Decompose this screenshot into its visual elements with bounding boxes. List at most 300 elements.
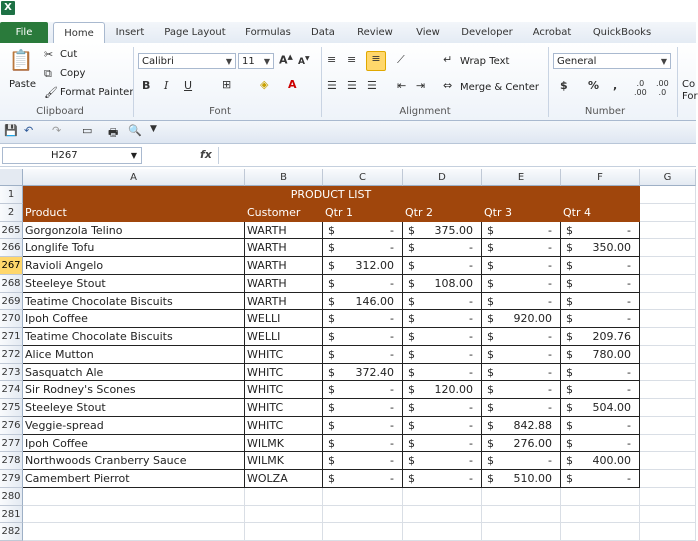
format-painter-button[interactable]: Format Painter — [60, 87, 134, 98]
row-header[interactable]: 277 — [0, 435, 23, 453]
amount-cell-q3[interactable] — [482, 239, 561, 257]
group-label-font: Font — [209, 106, 231, 117]
cell[interactable] — [482, 488, 561, 506]
amount-cell-q1[interactable] — [323, 257, 403, 275]
currency-symbol: $ — [328, 418, 335, 432]
row-header[interactable]: 278 — [0, 452, 23, 470]
amount-value: - — [627, 418, 631, 432]
amount-value: - — [390, 241, 394, 255]
tab-review[interactable]: Review — [357, 27, 393, 38]
product-cell[interactable]: Sir Rodney's Scones — [23, 381, 245, 399]
undo-icon[interactable]: ↶ — [24, 124, 34, 137]
amount-cell-q2[interactable] — [403, 275, 482, 293]
amount-value: - — [390, 276, 394, 290]
amount-value: - — [469, 259, 473, 272]
cell[interactable] — [323, 488, 403, 506]
cell[interactable] — [482, 523, 561, 541]
amount-value: - — [469, 436, 473, 450]
currency-symbol: $ — [566, 383, 573, 397]
product-cell[interactable]: Ravioli Angelo — [23, 257, 245, 275]
cell[interactable] — [640, 346, 696, 364]
amount-value: 372.40 — [355, 365, 394, 379]
customer-cell[interactable]: WELLI — [245, 328, 323, 346]
amount-value: - — [469, 365, 473, 379]
product-cell[interactable]: Steeleye Stout — [23, 399, 245, 417]
amount-cell-q3[interactable] — [482, 399, 561, 417]
amount-value: 780.00 — [592, 347, 631, 361]
print-icon[interactable]: 🖶 — [108, 126, 119, 139]
product-cell[interactable]: Teatime Chocolate Biscuits — [23, 293, 245, 311]
bold-icon[interactable]: B — [142, 79, 151, 92]
cell[interactable] — [640, 488, 696, 506]
amount-cell-q2[interactable] — [403, 364, 482, 382]
currency-symbol: $ — [408, 294, 415, 308]
cell[interactable] — [482, 506, 561, 524]
column-header-c[interactable]: C — [323, 169, 403, 186]
cell[interactable] — [640, 257, 696, 275]
currency-symbol: $ — [487, 259, 494, 272]
amount-cell-q4[interactable] — [561, 435, 640, 453]
percent-style-icon[interactable]: % — [588, 79, 600, 92]
amount-cell-q2[interactable] — [403, 435, 482, 453]
amount-value: 504.00 — [592, 401, 631, 414]
amount-cell-q3[interactable] — [482, 452, 561, 470]
currency-symbol: $ — [408, 347, 415, 361]
orientation-icon[interactable]: ⟋ — [397, 53, 405, 66]
amount-cell-q2[interactable] — [403, 417, 482, 435]
tab-data[interactable]: Data — [311, 27, 335, 38]
tab-acrobat[interactable]: Acrobat — [532, 27, 572, 38]
title-bar — [0, 0, 696, 22]
customer-cell[interactable]: WARTH — [245, 293, 323, 311]
format-as-table-button[interactable]: For — [682, 91, 698, 102]
cell[interactable] — [640, 435, 696, 453]
row-header[interactable]: 276 — [0, 417, 23, 435]
amount-cell-q1[interactable] — [323, 470, 403, 488]
amount-cell-q3[interactable] — [482, 293, 561, 311]
amount-value: - — [469, 454, 473, 468]
amount-cell-q3[interactable] — [482, 435, 561, 453]
amount-cell-q4[interactable] — [561, 293, 640, 311]
align-right-icon[interactable]: ☰ — [367, 79, 377, 92]
cut-button[interactable]: Cut — [60, 49, 78, 60]
cell[interactable] — [23, 488, 245, 506]
tab-insert[interactable]: Insert — [115, 27, 145, 38]
amount-cell-q3[interactable] — [482, 470, 561, 488]
chevron-down-icon: ▼ — [660, 57, 667, 66]
amount-cell-q1[interactable] — [323, 346, 403, 364]
cell[interactable] — [640, 364, 696, 382]
amount-cell-q4[interactable] — [561, 381, 640, 399]
amount-value: 120.00 — [434, 383, 473, 397]
product-cell[interactable]: Alice Mutton — [23, 346, 245, 364]
currency-symbol: $ — [328, 365, 335, 379]
cell[interactable] — [640, 328, 696, 346]
comma-style-icon[interactable]: , — [613, 79, 618, 92]
amount-cell-q1[interactable] — [323, 239, 403, 257]
number-format-value: General — [557, 56, 597, 67]
column-header-g[interactable]: G — [640, 169, 696, 186]
amount-cell-q1[interactable] — [323, 435, 403, 453]
excel-logo-icon: X — [1, 1, 15, 15]
group-separator — [548, 47, 549, 117]
header-cell[interactable]: Product — [23, 204, 245, 222]
cell[interactable] — [640, 417, 696, 435]
customer-cell[interactable]: WHITC — [245, 417, 323, 435]
row-header[interactable]: 2 — [0, 204, 23, 222]
customer-cell[interactable]: WARTH — [245, 275, 323, 293]
row-header[interactable]: 270 — [0, 310, 23, 328]
amount-cell-q1[interactable] — [323, 310, 403, 328]
grow-font-icon[interactable]: A▲ — [279, 53, 293, 67]
row-header[interactable]: 269 — [0, 293, 23, 311]
row-header[interactable]: 268 — [0, 275, 23, 293]
amount-cell-q2[interactable] — [403, 293, 482, 311]
product-cell[interactable]: Camembert Pierrot — [23, 470, 245, 488]
amount-cell-q2[interactable] — [403, 257, 482, 275]
currency-symbol: $ — [566, 312, 573, 326]
tab-page-layout[interactable]: Page Layout — [164, 27, 226, 38]
row-header[interactable]: 281 — [0, 506, 23, 524]
merge-center-icon: ⇔ — [443, 79, 453, 92]
amount-cell-q4[interactable] — [561, 328, 640, 346]
amount-cell-q3[interactable] — [482, 328, 561, 346]
group-separator — [321, 47, 322, 117]
currency-symbol: $ — [566, 436, 573, 450]
customer-cell[interactable]: WHITC — [245, 381, 323, 399]
currency-symbol: $ — [328, 383, 335, 397]
tab-formulas[interactable]: Formulas — [245, 27, 291, 38]
amount-cell-q2[interactable] — [403, 452, 482, 470]
header-cell[interactable]: Qtr 3 — [482, 204, 561, 222]
amount-value: - — [627, 472, 631, 485]
customer-cell[interactable]: WARTH — [245, 239, 323, 257]
cell[interactable] — [561, 506, 640, 524]
amount-cell-q4[interactable] — [561, 364, 640, 382]
format-painter-icon: 🖌 — [44, 86, 58, 99]
amount-cell-q3[interactable] — [482, 310, 561, 328]
currency-symbol: $ — [408, 276, 415, 290]
amount-cell-q4[interactable] — [561, 239, 640, 257]
cell[interactable] — [561, 523, 640, 541]
amount-cell-q2[interactable] — [403, 239, 482, 257]
cell[interactable] — [403, 506, 482, 524]
column-header-a[interactable]: A — [23, 169, 245, 186]
shrink-font-icon[interactable]: A▼ — [298, 55, 310, 67]
currency-symbol: $ — [566, 472, 573, 485]
customer-cell[interactable]: WILMK — [245, 435, 323, 453]
amount-value: 276.00 — [513, 436, 552, 450]
currency-symbol: $ — [328, 436, 335, 450]
currency-symbol: $ — [328, 330, 335, 343]
product-cell[interactable]: Veggie-spread — [23, 417, 245, 435]
product-cell[interactable]: Longlife Tofu — [23, 239, 245, 257]
row-header[interactable]: 266 — [0, 239, 23, 257]
amount-value: - — [390, 418, 394, 432]
product-cell[interactable]: Steeleye Stout — [23, 275, 245, 293]
currency-symbol: $ — [408, 259, 415, 272]
wrap-text-button[interactable]: Wrap Text — [460, 56, 510, 67]
cell[interactable] — [245, 523, 323, 541]
cell[interactable] — [640, 275, 696, 293]
borders-icon[interactable]: ⊞ — [222, 78, 232, 91]
amount-value: - — [390, 330, 394, 343]
amount-value: - — [627, 312, 631, 326]
currency-symbol: $ — [487, 454, 494, 468]
header-cell[interactable]: Qtr 2 — [403, 204, 482, 222]
amount-cell-q3[interactable] — [482, 346, 561, 364]
customize-toolbar-icon[interactable]: ▼ — [150, 124, 157, 134]
font-color-icon[interactable]: A — [288, 78, 297, 91]
chevron-down-icon: ▼ — [263, 57, 270, 66]
amount-value: - — [390, 472, 394, 485]
amount-cell-q3[interactable] — [482, 417, 561, 435]
amount-value: - — [548, 347, 552, 361]
worksheet-grid — [0, 169, 696, 540]
amount-value: - — [548, 276, 552, 290]
increase-decimal-icon[interactable]: .0 .00 — [634, 79, 647, 97]
align-bottom-icon[interactable]: ≡ — [366, 51, 386, 71]
group-label-alignment: Alignment — [399, 106, 451, 117]
align-middle-icon[interactable]: ≡ — [347, 53, 357, 66]
amount-value: - — [548, 383, 552, 397]
cell[interactable] — [23, 523, 245, 541]
amount-value: 375.00 — [434, 223, 473, 237]
form-icon[interactable]: ▭ — [82, 124, 93, 137]
cell[interactable] — [640, 186, 696, 204]
customer-cell[interactable]: WARTH — [245, 257, 323, 275]
amount-cell-q1[interactable] — [323, 275, 403, 293]
redo-icon[interactable]: ↷ — [52, 124, 62, 137]
currency-symbol: $ — [487, 276, 494, 290]
tab-file[interactable]: File — [0, 22, 48, 43]
product-cell[interactable]: Ipoh Coffee — [23, 310, 245, 328]
cell[interactable] — [640, 399, 696, 417]
column-header-f[interactable]: F — [561, 169, 640, 186]
row-header[interactable]: 273 — [0, 364, 23, 382]
currency-symbol: $ — [487, 418, 494, 432]
group-separator — [133, 47, 134, 117]
copy-button[interactable]: Copy — [60, 68, 86, 79]
paste-icon[interactable]: 📋 — [8, 48, 34, 72]
amount-cell-q2[interactable] — [403, 310, 482, 328]
column-header-e[interactable]: E — [482, 169, 561, 186]
underline-icon[interactable]: U — [184, 79, 193, 92]
row-header[interactable]: 274 — [0, 381, 23, 399]
currency-symbol: $ — [328, 241, 335, 255]
amount-cell-q3[interactable] — [482, 257, 561, 275]
amount-value: 920.00 — [513, 312, 552, 326]
currency-symbol: $ — [328, 472, 335, 485]
column-header-b[interactable]: B — [245, 169, 323, 186]
row-header[interactable]: 272 — [0, 346, 23, 364]
amount-value: - — [627, 365, 631, 379]
group-separator — [677, 47, 678, 117]
wrap-text-icon: ↵ — [443, 53, 453, 66]
currency-symbol: $ — [328, 401, 335, 414]
amount-value: - — [548, 223, 552, 237]
accounting-format-icon[interactable]: $ — [560, 79, 568, 92]
tab-quickbooks[interactable]: QuickBooks — [592, 27, 652, 38]
cell[interactable] — [323, 523, 403, 541]
tab-view[interactable]: View — [416, 27, 440, 38]
cell[interactable] — [640, 204, 696, 222]
cell[interactable] — [403, 488, 482, 506]
amount-value: - — [627, 259, 631, 272]
decrease-indent-icon[interactable]: ⇤ — [397, 79, 407, 92]
row-header[interactable]: 280 — [0, 488, 23, 506]
currency-symbol: $ — [408, 241, 415, 255]
amount-cell-q2[interactable] — [403, 470, 482, 488]
cell[interactable] — [23, 506, 245, 524]
tab-home[interactable]: Home — [53, 22, 105, 45]
cell[interactable] — [640, 523, 696, 541]
amount-cell-q1[interactable] — [323, 293, 403, 311]
align-center-icon[interactable]: ☰ — [347, 79, 357, 92]
header-cell[interactable]: Qtr 4 — [561, 204, 640, 222]
cut-icon: ✂ — [44, 48, 54, 61]
customer-cell[interactable]: WILMK — [245, 452, 323, 470]
customer-cell[interactable]: WARTH — [245, 222, 323, 240]
group-label-clipboard: Clipboard — [36, 106, 84, 117]
merge-center-button[interactable]: Merge & Center — [460, 82, 540, 93]
title-cell[interactable]: PRODUCT LIST — [23, 186, 640, 204]
header-cell[interactable]: Qtr 1 — [323, 204, 403, 222]
cell[interactable] — [640, 239, 696, 257]
amount-cell-q4[interactable] — [561, 417, 640, 435]
cell[interactable] — [640, 310, 696, 328]
select-all-corner[interactable] — [0, 169, 23, 186]
amount-cell-q4[interactable] — [561, 470, 640, 488]
amount-cell-q1[interactable] — [323, 417, 403, 435]
customer-cell[interactable]: WHITC — [245, 346, 323, 364]
amount-cell-q1[interactable] — [323, 452, 403, 470]
row-header[interactable]: 265 — [0, 222, 23, 240]
amount-cell-q3[interactable] — [482, 364, 561, 382]
font-name-select[interactable] — [138, 53, 236, 69]
amount-cell-q2[interactable] — [403, 381, 482, 399]
row-header[interactable]: 271 — [0, 328, 23, 346]
amount-cell-q4[interactable] — [561, 257, 640, 275]
product-cell[interactable]: Sasquatch Ale — [23, 364, 245, 382]
customer-cell[interactable]: WHITC — [245, 399, 323, 417]
name-box[interactable] — [2, 147, 142, 164]
customer-cell[interactable]: WHITC — [245, 364, 323, 382]
amount-value: 108.00 — [434, 276, 473, 290]
currency-symbol: $ — [487, 330, 494, 343]
currency-symbol: $ — [408, 330, 415, 343]
number-format-select[interactable] — [553, 53, 671, 69]
insert-function-icon[interactable]: fx — [200, 148, 212, 161]
name-box-value: H267 — [51, 150, 78, 161]
currency-symbol: $ — [566, 365, 573, 379]
amount-value: - — [469, 294, 473, 308]
amount-value: 146.00 — [355, 294, 394, 308]
cell[interactable] — [245, 506, 323, 524]
amount-cell-q2[interactable] — [403, 399, 482, 417]
amount-value: - — [548, 454, 552, 468]
currency-symbol: $ — [566, 347, 573, 361]
product-cell[interactable]: Ipoh Coffee — [23, 435, 245, 453]
currency-symbol: $ — [566, 241, 573, 255]
cell[interactable] — [561, 488, 640, 506]
amount-cell-q2[interactable] — [403, 222, 482, 240]
cell[interactable] — [323, 506, 403, 524]
product-cell[interactable]: Teatime Chocolate Biscuits — [23, 328, 245, 346]
cell[interactable] — [245, 488, 323, 506]
amount-cell-q3[interactable] — [482, 275, 561, 293]
conditional-format-button[interactable]: Co — [682, 79, 696, 90]
amount-cell-q4[interactable] — [561, 275, 640, 293]
amount-cell-q4[interactable] — [561, 346, 640, 364]
currency-symbol: $ — [487, 401, 494, 414]
ribbon — [0, 43, 696, 121]
amount-cell-q2[interactable] — [403, 346, 482, 364]
amount-cell-q1[interactable] — [323, 381, 403, 399]
amount-cell-q1[interactable] — [323, 399, 403, 417]
amount-cell-q1[interactable] — [323, 364, 403, 382]
product-cell[interactable]: Gorgonzola Telino — [23, 222, 245, 240]
cell[interactable] — [640, 381, 696, 399]
paste-button[interactable]: Paste — [9, 79, 36, 90]
decrease-decimal-icon[interactable]: .00 .0 — [656, 79, 669, 97]
amount-cell-q4[interactable] — [561, 399, 640, 417]
align-left-icon[interactable]: ☰ — [327, 79, 337, 92]
row-header[interactable]: 275 — [0, 399, 23, 417]
cell[interactable] — [640, 452, 696, 470]
currency-symbol: $ — [487, 347, 494, 361]
amount-cell-q1[interactable] — [323, 328, 403, 346]
product-cell[interactable]: Northwoods Cranberry Sauce — [23, 452, 245, 470]
cell[interactable] — [403, 523, 482, 541]
cell[interactable] — [640, 222, 696, 240]
column-header-d[interactable]: D — [403, 169, 482, 186]
print-preview-icon[interactable]: 🔍 — [128, 124, 142, 137]
amount-cell-q4[interactable] — [561, 452, 640, 470]
font-size-select[interactable] — [238, 53, 274, 69]
customer-cell[interactable]: WOLZA — [245, 470, 323, 488]
amount-cell-q4[interactable] — [561, 222, 640, 240]
amount-cell-q3[interactable] — [482, 381, 561, 399]
cell[interactable] — [640, 506, 696, 524]
header-cell[interactable]: Customer — [245, 204, 323, 222]
currency-symbol: $ — [328, 312, 335, 326]
customer-cell[interactable]: WELLI — [245, 310, 323, 328]
save-icon[interactable]: 💾 — [4, 124, 18, 137]
tab-developer[interactable]: Developer — [461, 27, 513, 38]
row-header[interactable]: 1 — [0, 186, 23, 204]
amount-value: - — [469, 472, 473, 485]
cell[interactable] — [640, 293, 696, 311]
currency-symbol: $ — [566, 276, 573, 290]
align-top-icon[interactable]: ≡ — [327, 53, 337, 66]
fill-color-icon[interactable]: ◈ — [260, 78, 269, 91]
row-header[interactable]: 267 — [0, 257, 23, 275]
row-header[interactable]: 279 — [0, 470, 23, 488]
amount-cell-q1[interactable] — [323, 222, 403, 240]
cell[interactable] — [640, 470, 696, 488]
row-header[interactable]: 282 — [0, 523, 23, 541]
amount-cell-q2[interactable] — [403, 328, 482, 346]
formula-input[interactable] — [218, 147, 697, 164]
currency-symbol: $ — [408, 454, 415, 468]
italic-icon[interactable]: I — [164, 79, 169, 92]
increase-indent-icon[interactable]: ⇥ — [416, 79, 426, 92]
amount-cell-q4[interactable] — [561, 310, 640, 328]
currency-symbol: $ — [487, 223, 494, 237]
currency-symbol: $ — [487, 383, 494, 397]
amount-cell-q3[interactable] — [482, 222, 561, 240]
